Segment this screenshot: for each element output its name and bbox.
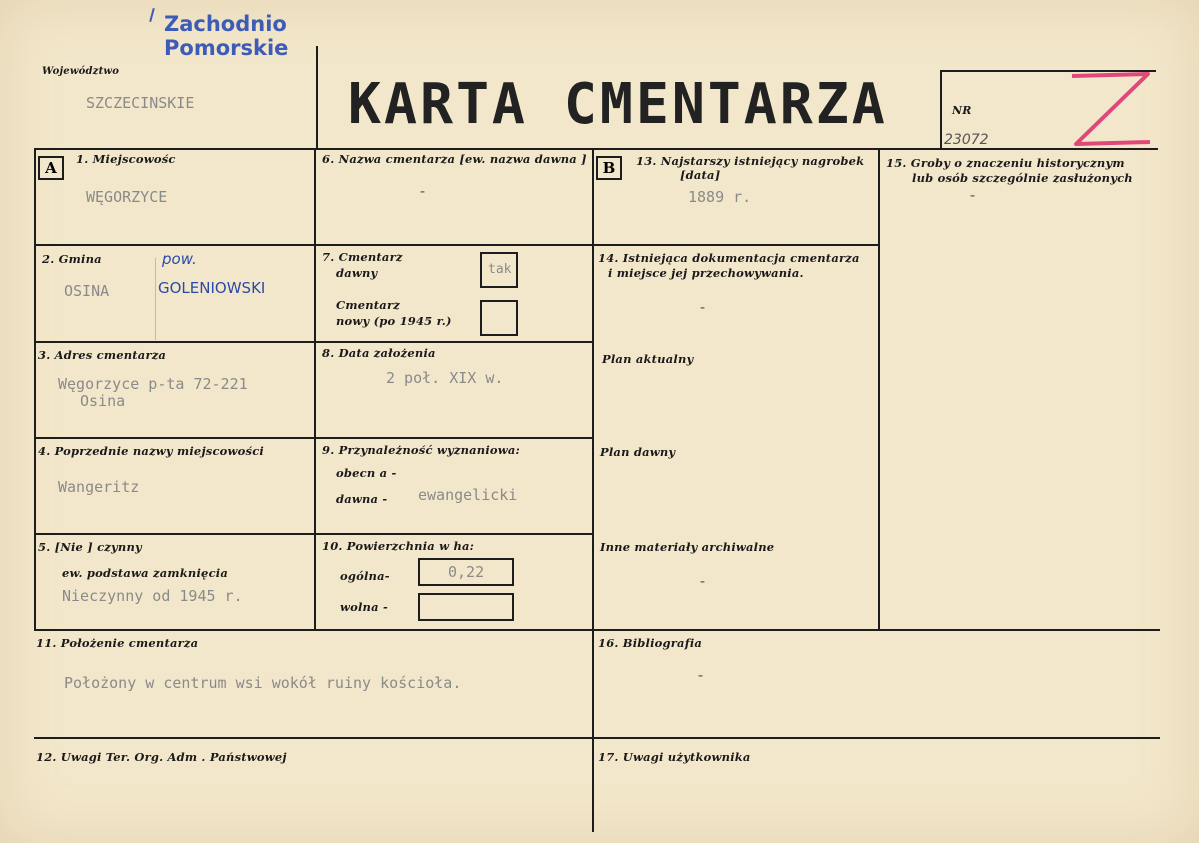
f11-value: Położony w centrum wsi wokół ruiny kościoła. [64, 674, 462, 692]
f4-label: 4. Poprzednie nazwy miejscowości [38, 444, 264, 458]
f17-label: 17. Uwagi użytkownika [598, 750, 751, 764]
f14-value: - [698, 298, 708, 316]
f3-value-line1: Węgorzyce p-ta 72-221 [58, 375, 248, 393]
wojewodztwo-value: SZCZECINSKIE [86, 94, 195, 112]
rule-header-vertical [316, 46, 318, 150]
f14-label-line2: i miejsce jej przechowywania. [608, 266, 804, 280]
plan-dawny-label: Plan dawny [600, 445, 676, 459]
stamp-tick [149, 8, 155, 22]
f1-label: 1. Miejscowośc [76, 152, 176, 166]
f2-label: 2. Gmina [42, 252, 102, 266]
f3-label: 3. Adres cmentarza [38, 348, 167, 362]
rule-mid-full [34, 629, 1160, 631]
f7-dawny-label: dawny [336, 266, 378, 280]
f6-value: - [418, 182, 428, 200]
inne-materialy-label: Inne materiały archiwalne [600, 540, 775, 554]
rule-a-row4 [34, 533, 594, 535]
rule-col-c [878, 148, 880, 630]
f8-value: 2 poł. XIX w. [386, 369, 504, 387]
f9-obecna-label: obecn a - [336, 466, 397, 480]
plan-aktualny-label: Plan aktualny [602, 352, 694, 366]
f10-wolna-label: wolna - [340, 600, 388, 614]
f10-ogolna-label: ogólna- [340, 569, 390, 583]
f10-wolna-box[interactable] [418, 593, 514, 621]
rule-left-frame [34, 148, 36, 630]
card-title: KARTA CMENTARZA [348, 72, 888, 137]
section-b-marker: B [596, 156, 622, 180]
inne-materialy-value: - [698, 572, 708, 590]
f16-label: 16. Bibliografia [598, 636, 703, 650]
f5-sub-label: ew. podstawa zamknięcia [62, 566, 228, 580]
f13-label-line1: 13. Najstarszy istniejący nagrobek [636, 154, 865, 168]
category-mark-z [1068, 70, 1152, 150]
rule-a-row2 [34, 341, 594, 343]
f10-label: 10. Powierzchnia w ha: [322, 539, 475, 553]
f2-value: OSINA [64, 282, 110, 300]
f15-label-line2: lub osób szczególnie zasłużonych [912, 171, 1133, 185]
nr-label: NR [952, 104, 972, 117]
f13-value: 1889 r. [688, 188, 752, 206]
f10-ogolna-value: 0,22 [448, 563, 485, 581]
f15-value: - [968, 186, 978, 204]
f5-label: 5. [Nie ] czynny [38, 540, 142, 554]
wojewodztwo-label: Województwo [42, 66, 120, 77]
rule-lower-full [34, 737, 1160, 739]
f2-pow-label: pow. [162, 250, 197, 268]
rule-a-row1 [34, 244, 594, 246]
f16-value: - [696, 666, 706, 684]
f15-label-line1: 15. Groby o znaczeniu historycznym [886, 156, 1125, 170]
f7-nowy-label-1: Cmentarz [336, 298, 400, 312]
stamp-line-2: Pomorskie [164, 36, 289, 60]
f9-dawna-label: dawna - [336, 492, 388, 506]
f1-value: WĘGORZYCE [86, 188, 168, 206]
f7-dawny-value: tak [488, 262, 512, 277]
rule-header-bottom [34, 148, 1158, 150]
rule-nr-box-left [940, 70, 942, 150]
f3-value-line2: Osina [80, 392, 126, 410]
f8-label: 8. Data założenia [322, 346, 436, 360]
f7-nowy-checkbox[interactable] [480, 300, 518, 336]
rule-a-row3 [34, 437, 594, 439]
nr-handwritten: 23072 [944, 132, 989, 148]
region-stamp [164, 12, 288, 60]
f7-label: 7. Cmentarz [322, 250, 403, 264]
f4-value: Wangeritz [58, 478, 140, 496]
f12-label: 12. Uwagi Ter. Org. Adm . Państwowej [36, 750, 287, 764]
f6-label: 6. Nazwa cmentarza [ew. nazwa dawna ] [322, 152, 587, 166]
section-a-marker: A [38, 156, 64, 180]
rule-b-row1 [592, 244, 880, 246]
f13-label-line2: [data] [680, 168, 721, 182]
rule-gmina-pow-divider [155, 258, 156, 340]
rule-nr-box-top [940, 70, 1156, 72]
rule-col-b [592, 148, 594, 832]
f9-dawna-value: ewangelicki [418, 486, 518, 504]
f2-pow-value: GOLENIOWSKI [158, 279, 266, 297]
f9-label: 9. Przynależność wyznaniowa: [322, 443, 520, 457]
stamp-line-1: Zachodnio [164, 12, 287, 36]
f5-value: Nieczynny od 1945 r. [62, 587, 243, 605]
rule-col-a-b [314, 148, 316, 630]
f7-nowy-label-2: nowy (po 1945 r.) [336, 314, 452, 328]
f14-label-line1: 14. Istniejąca dokumentacja cmentarza [598, 251, 860, 265]
f11-label: 11. Położenie cmentarza [36, 636, 199, 650]
